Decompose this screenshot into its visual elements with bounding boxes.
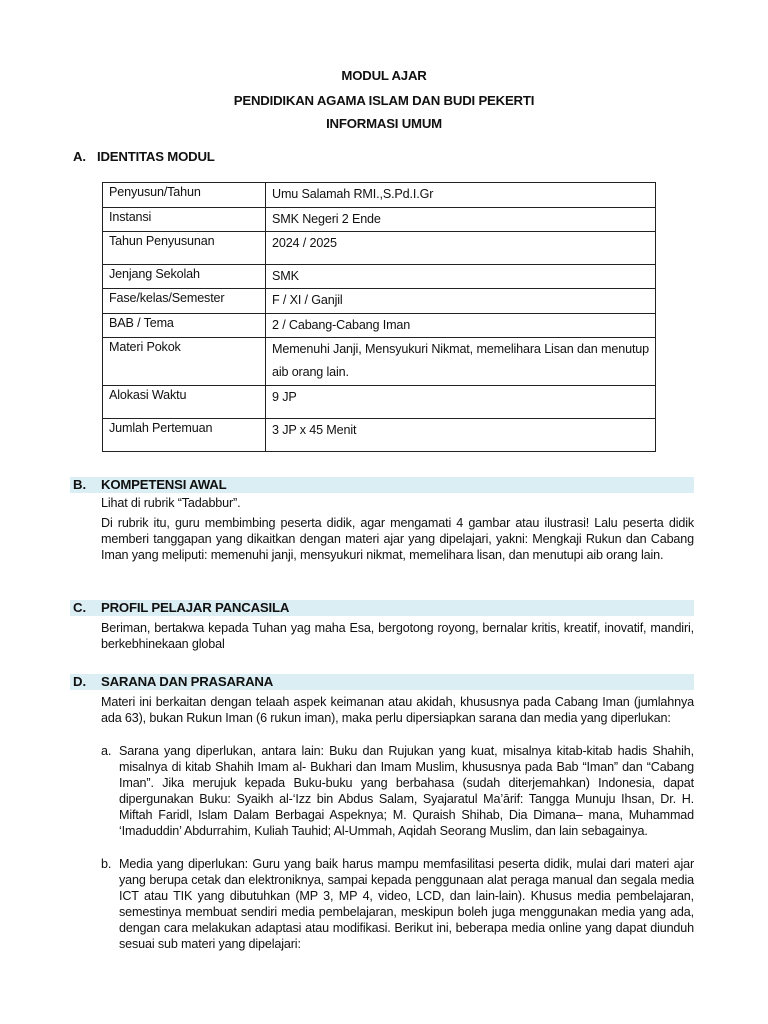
table-key: Jenjang Sekolah [103, 265, 266, 289]
table-value: SMK [266, 265, 656, 289]
table-value: 2024 / 2025 [266, 232, 656, 265]
section-b-title: KOMPETENSI AWAL [101, 477, 227, 492]
table-row [103, 232, 656, 265]
table-value: 9 JP [266, 386, 656, 419]
table-row [103, 265, 656, 289]
list-text: Sarana yang diperlukan, antara lain: Buku dan Rujukan yang kuat, misalnya kitab-kitab hadis Shahih, misalnya di kitab Shahih Imam al- Bukhari dan Imam Muslim, khususnya pada Bab “Iman” dan “Cabang Iman”. Jika merujuk kepada Buku-buku yang berbahasa (sudah diterjemahkan) Indonesia, dapat dipergunakan Buku: Syaikh al-‘Izz bin Abdus Salam, Syajaratul Ma’ārif: Tangga Munuju Ihsan, Dr. H. Miftah Faridl, Islam Dalam Berbagai Aspeknya; M. Quraish Shihab, Dia Dimana– mana, Muhammad ‘Imaduddin’ Abdurrahim, Kuliah Tauhid; Al-Ummah, Aqidah Seorang Muslim, dan lain sebagainya. [119, 744, 694, 838]
doc-title-subject: PENDIDIKAN AGAMA ISLAM DAN BUDI PEKERTI [233, 93, 535, 108]
list-marker: a. [101, 744, 112, 758]
section-c-letter: C. [73, 600, 87, 615]
table-value: F / XI / Ganjil [266, 289, 656, 314]
table-value: SMK Negeri 2 Ende [266, 208, 656, 232]
doc-title-info-umum: INFORMASI UMUM [326, 116, 442, 131]
list-marker: b. [101, 857, 112, 871]
section-b-letter: B. [73, 477, 87, 492]
table-key: Fase/kelas/Semester [103, 289, 266, 314]
table-key: Jumlah Pertemuan [103, 419, 266, 452]
table-row [103, 289, 656, 314]
section-a-letter: A. [73, 149, 86, 164]
table-row [103, 386, 656, 419]
table-row [103, 338, 656, 386]
table-value: Memenuhi Janji, Mensyukuri Nikmat, memelihara Lisan dan menutup aib orang lain. [266, 338, 656, 386]
section-c-body: Beriman, bertakwa kepada Tuhan yag maha Esa, bergotong royong, bernalar kritis, kreatif, inovatif, mandiri, berkebhinekaan global [101, 621, 694, 651]
table-row [103, 183, 656, 208]
table-key: BAB / Tema [103, 314, 266, 338]
table-key: Instansi [103, 208, 266, 232]
list-text: Media yang diperlukan: Guru yang baik harus mampu memfasilitasi peserta didik, mulai dari materi ajar yang berupa cetak dan elektroniknya, sampai kepada penggunaan alat peraga manual dan segala media ICT atau TIK yang dibutuhkan (MP 3, MP 4, video, LCD, dan lain-lain). Khusus media pembelajaran, semestinya membuat sendiri media pembelajaran, meskipun boleh juga menggunakan media yang ada, dengan cara melakukan adaptasi atau modifikasi. Berikut ini, beberapa media online yang dapat diunduh sesuai sub materi yang dipelajari: [119, 857, 694, 951]
table-row [103, 419, 656, 452]
section-b-body: Di rubrik itu, guru membimbing peserta didik, agar mengamati 4 gambar atau ilustrasi! Lalu peserta didik memberi tanggapan yang dikaitkan dengan materi ajar yang dipelajari, yakni: Mengkaji Rukun dan Cabang Iman yang meliputi: memenuhi janji, mensyukuri nikmat, memelihara lisan, dan menutupi aib orang lain. [101, 516, 694, 562]
identity-table [102, 182, 656, 452]
table-key: Alokasi Waktu [103, 386, 266, 419]
table-value: 3 JP x 45 Menit [266, 419, 656, 452]
section-b-intro: Lihat di rubrik “Tadabbur”. [101, 496, 241, 510]
doc-title-modul-ajar: MODUL AJAR [341, 68, 427, 83]
section-d-letter: D. [73, 674, 87, 689]
table-key: Materi Pokok [103, 338, 266, 386]
table-row [103, 314, 656, 338]
section-d-title: SARANA DAN PRASARANA [101, 674, 274, 689]
table-key: Tahun Penyusunan [103, 232, 266, 265]
table-row [103, 208, 656, 232]
section-a-title: IDENTITAS MODUL [97, 149, 215, 164]
table-value: Umu Salamah RMI.,S.Pd.I.Gr [266, 183, 656, 208]
section-c-title: PROFIL PELAJAR PANCASILA [101, 600, 290, 615]
table-key: Penyusun/Tahun [103, 183, 266, 208]
table-value: 2 / Cabang-Cabang Iman [266, 314, 656, 338]
section-d-intro: Materi ini berkaitan dengan telaah aspek keimanan atau akidah, khususnya pada Cabang Iman (jumlahnya ada 63), bukan Rukun Iman (6 rukun iman), maka perlu dipersiapkan sarana dan media yang diperlukan: [101, 695, 694, 725]
